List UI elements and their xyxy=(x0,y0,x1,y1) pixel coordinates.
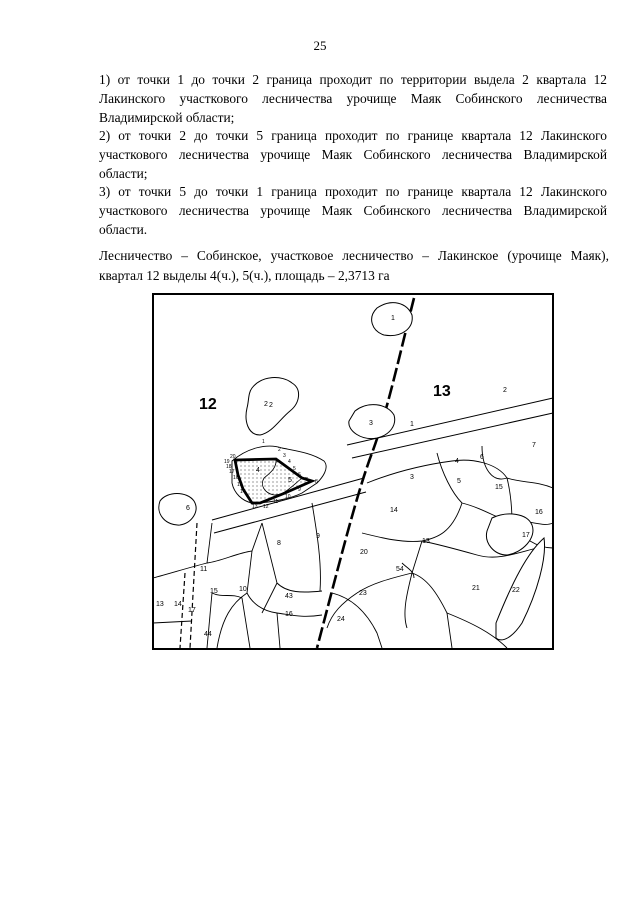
point-label: 13 xyxy=(252,504,258,510)
allotment-label: 21 xyxy=(472,585,480,592)
allotment-label: 4 xyxy=(455,458,459,465)
allotment-label: 43 xyxy=(285,593,293,600)
point-label: 8 xyxy=(315,479,318,485)
allotment-label: 15 xyxy=(495,484,503,491)
point-label: 20 xyxy=(230,454,236,460)
allotment-label: 24 xyxy=(337,616,345,623)
allotment-label: 13 xyxy=(422,538,430,545)
allotment-label: 23 xyxy=(359,590,367,597)
point-label: 14 xyxy=(240,489,246,495)
boundary-item-1: 1) от точки 1 до точки 2 граница проходит по территории выдела 2 квартала 12 Лакинского участкового лесничества урочище Маяк Собинского лесничества Владимирской области; xyxy=(99,72,607,125)
allotment-label: 9 xyxy=(316,533,320,540)
point-label: 6 xyxy=(298,472,301,478)
allotment-label: 7 xyxy=(532,442,536,449)
point-label: 11 xyxy=(273,499,279,505)
point-label: 10 xyxy=(285,494,291,500)
point-label: 7 xyxy=(305,477,308,483)
allotment-label: 3 xyxy=(369,420,373,427)
allotment-label: 1 xyxy=(410,421,414,428)
allotment-label: 6 xyxy=(186,505,190,512)
allotment-label: 16 xyxy=(285,611,293,618)
allotment-label: 16 xyxy=(535,509,543,516)
allotment-label: 4 xyxy=(256,467,260,474)
allotment-label: 2 xyxy=(264,401,268,408)
quarter-label-12: 12 xyxy=(199,396,217,413)
allotment-label: 17 xyxy=(522,532,530,539)
point-label: 5 xyxy=(293,466,296,472)
allotment-label: 2 xyxy=(503,387,507,394)
boundary-item-3: 3) от точки 5 до точки 1 граница проходит по границе квартала 12 Лакинского участкового лесничества урочище Маяк Собинского лесничества Владимирской области. xyxy=(99,184,607,237)
point-label: 12 xyxy=(263,504,269,510)
allotment-label: 5 xyxy=(288,477,292,484)
forest-map xyxy=(152,293,554,650)
map-caption: Лесничество – Собинское, участковое лесничество – Лакинское (урочище Маяк), квартал 12 выделы 4(ч.), 5(ч.), площадь – 2,3713 га xyxy=(99,248,609,283)
allotment-label: 54 xyxy=(396,566,404,573)
page-number: 25 xyxy=(313,38,327,53)
point-label: 1 xyxy=(262,439,265,445)
allotment-label: 11 xyxy=(200,566,208,573)
point-label: 2 xyxy=(278,447,281,453)
point-label: 19 xyxy=(224,459,230,465)
allotment-label: 5 xyxy=(457,478,461,485)
allotment-label: 8 xyxy=(277,540,281,547)
allotment-label: 2 xyxy=(269,402,273,409)
allotment-label: 44 xyxy=(204,631,212,638)
allotment-label: 1 xyxy=(391,315,395,322)
allotment-label: 22 xyxy=(512,587,520,594)
quarter-label-13: 13 xyxy=(433,383,451,400)
allotment-label: 14 xyxy=(390,507,398,514)
allotment-label: 14 xyxy=(174,601,182,608)
point-label: 17 xyxy=(229,469,235,475)
allotment-label: 3 xyxy=(410,474,414,481)
point-label: 9 xyxy=(298,487,301,493)
boundary-item-2: 2) от точки 2 до точки 5 граница проходит по границе квартала 12 Лакинского участкового лесничества урочище Маяк Собинского лесничества Владимирской области; xyxy=(99,128,607,181)
allotment-label: 10 xyxy=(239,586,247,593)
allotment-label: 20 xyxy=(360,549,368,556)
allotment-label: 15 xyxy=(210,588,218,595)
point-label: 18 xyxy=(226,464,232,470)
point-label: 15 xyxy=(237,482,243,488)
allotment-label: 6 xyxy=(480,454,484,461)
point-label: 3 xyxy=(283,453,286,459)
point-label: 4 xyxy=(288,459,291,465)
allotment-label: 17 xyxy=(188,607,196,614)
allotment-label: 13 xyxy=(156,601,164,608)
point-label: 16 xyxy=(233,475,239,481)
